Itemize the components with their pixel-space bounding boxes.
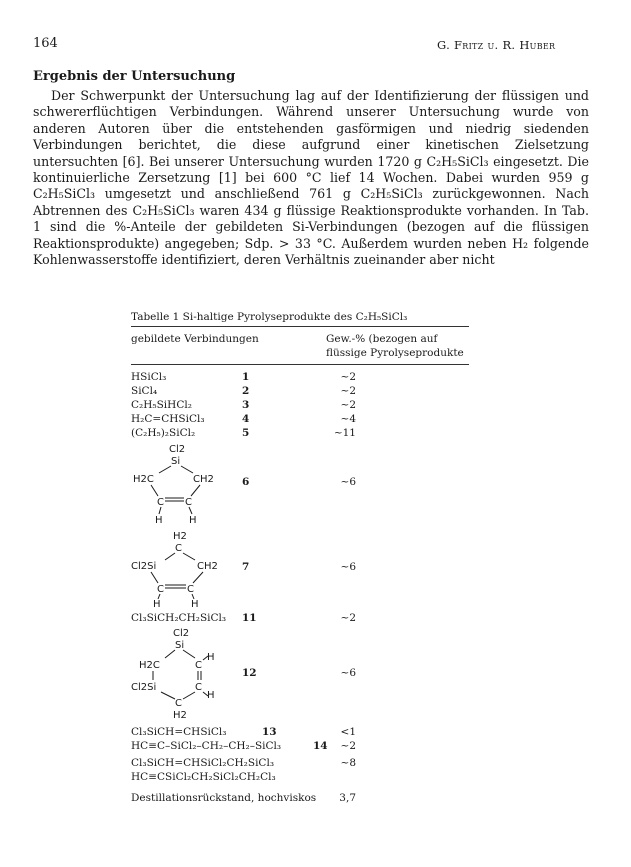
compound-number: 12	[242, 667, 257, 679]
struct-label: H2	[173, 531, 187, 542]
table-row	[0, 792, 631, 806]
compound-number: 14	[313, 740, 328, 752]
running-head: G. Fritz u. R. Huber	[437, 38, 556, 52]
table-row	[0, 771, 631, 785]
table-row	[0, 476, 631, 490]
page-number: 164	[33, 36, 58, 51]
column-header-percent-2: flüssige Pyrolyseprodukte	[326, 347, 464, 359]
struct-label: C	[185, 497, 192, 508]
table-row	[0, 667, 631, 681]
formula-cell: Cl₃SiCH=CHSiCl₃	[131, 726, 227, 738]
table-row	[0, 399, 631, 413]
compound-number: 7	[242, 561, 250, 573]
struct-label: Cl2	[169, 444, 186, 455]
formula-cell: Cl₃SiCH=CHSiCl₂CH₂SiCl₃	[131, 757, 275, 769]
body-paragraph	[33, 88, 589, 268]
column-header-compound: gebildete Verbindungen	[131, 333, 259, 345]
struct-label: H	[191, 599, 199, 609]
column-header-percent-1: Gew.-% (bezogen auf	[326, 333, 438, 345]
percent-cell: ~6	[340, 476, 356, 488]
struct-label: Cl2Si	[131, 561, 157, 572]
formula-cell: (C₂H₅)₂SiCl₂	[131, 427, 196, 439]
table-row	[0, 427, 631, 441]
formula-cell: C₂H₅SiHCl₂	[131, 399, 192, 411]
struct-label: H2C	[139, 660, 160, 671]
table-row	[0, 371, 631, 385]
percent-cell: ~6	[340, 667, 356, 679]
compound-number: 5	[242, 427, 250, 439]
percent-cell: ~2	[340, 740, 356, 752]
struct-label: H	[153, 599, 161, 609]
struct-label: Si	[171, 456, 181, 467]
table-row	[0, 561, 631, 575]
table-caption: Tabelle 1 Si-haltige Pyrolyseprodukte des C₂H₅SiCl₃	[131, 311, 408, 323]
compound-number: 3	[242, 399, 250, 411]
struct-label: H	[207, 652, 215, 663]
formula-cell: Cl₃SiCH₂CH₂SiCl₃	[131, 612, 227, 624]
formula-cell: H₂C=CHSiCl₃	[131, 413, 205, 425]
table-row	[0, 726, 631, 740]
struct-label: C	[195, 682, 202, 693]
section-heading: Ergebnis der Untersuchung	[33, 69, 236, 84]
compound-number: 6	[242, 476, 250, 488]
table-row	[0, 757, 631, 771]
paragraph-text: Der Schwerpunkt der Untersuchung lag auf der Identifizierung der flüssigen und schwererflüchtigen Verbindungen. Während unserer Untersuchung wurde von anderen Autoren über die entstehenden gasförmigen und niedrig siedenden Verbindungen berichtet, die diese aufgrund einer kinetischen Zielsetzung untersuchten [6]. Bei unserer Untersuchung wurden 1720 g C₂H₅SiCl₃ eingesetzt. Die kontinuierliche Zersetzung [1] bei 600 °C lief 14 Wochen. Dabei wurden 959 g C₂H₅SiCl₃ umgesetzt und anschließend 761 g C₂H₅SiCl₃ zurückgewonnen. Nach Abtrennen des C₂H₅SiCl₃ waren 434 g flüssige Reaktionsprodukte vorhanden. In Tab. 1 sind die %-Anteile der gebildeten Si-Verbindungen (bezogen auf die flüssigen Reaktionsprodukte) angegeben; Sdp. > 33 °C. Außerdem wurden neben H₂ folgende Kohlenwasserstoffe identifiziert, deren Verhältnis zueinander aber nicht	[33, 88, 589, 268]
struct-label: C	[157, 497, 164, 508]
struct-label: CH2	[193, 474, 214, 485]
percent-cell: ~11	[333, 427, 356, 439]
struct-label: Cl2	[173, 628, 190, 639]
percent-cell: ~2	[340, 399, 356, 411]
table-top-rule	[131, 326, 469, 327]
struct-label: H	[189, 515, 197, 526]
percent-cell: ~2	[340, 371, 356, 383]
formula-cell: HC≡C–SiCl₂–CH₂–CH₂–SiCl₃	[131, 740, 282, 752]
compound-number: 1	[242, 371, 250, 383]
table-row	[0, 612, 631, 626]
struct-label: Cl2Si	[131, 682, 157, 693]
struct-label: H2C	[133, 474, 154, 485]
formula-cell: HSiCl₃	[131, 371, 167, 383]
compound-number: 4	[242, 413, 250, 425]
struct-label: C	[157, 584, 164, 595]
percent-cell: ~2	[340, 612, 356, 624]
table-header-rule	[131, 364, 469, 365]
percent-cell: ~8	[340, 757, 356, 769]
formula-cell: SiCl₄	[131, 385, 158, 397]
struct-label: C	[175, 698, 182, 709]
table-row	[0, 385, 631, 399]
percent-cell: ~6	[340, 561, 356, 573]
table-row	[0, 740, 631, 754]
percent-cell: ~2	[340, 385, 356, 397]
percent-cell: ~4	[340, 413, 356, 425]
percent-cell: 3,7	[339, 792, 356, 804]
struct-label: H	[207, 690, 215, 701]
compound-number: 11	[242, 612, 257, 624]
struct-label: H	[155, 515, 163, 526]
struct-label: Si	[175, 640, 185, 651]
struct-label: C	[195, 660, 202, 671]
struct-label: C	[187, 584, 194, 595]
compound-number: 13	[262, 726, 277, 738]
formula-cell: Destillationsrückstand, hochviskos	[131, 792, 317, 804]
struct-label: H2	[173, 710, 187, 721]
struct-label: CH2	[197, 561, 218, 572]
table-row	[0, 413, 631, 427]
struct-label: C	[175, 543, 182, 554]
compound-number: 2	[242, 385, 250, 397]
formula-cell: HC≡CSiCl₂CH₂SiCl₂CH₂Cl₃	[131, 771, 276, 783]
percent-cell: <1	[340, 726, 356, 738]
